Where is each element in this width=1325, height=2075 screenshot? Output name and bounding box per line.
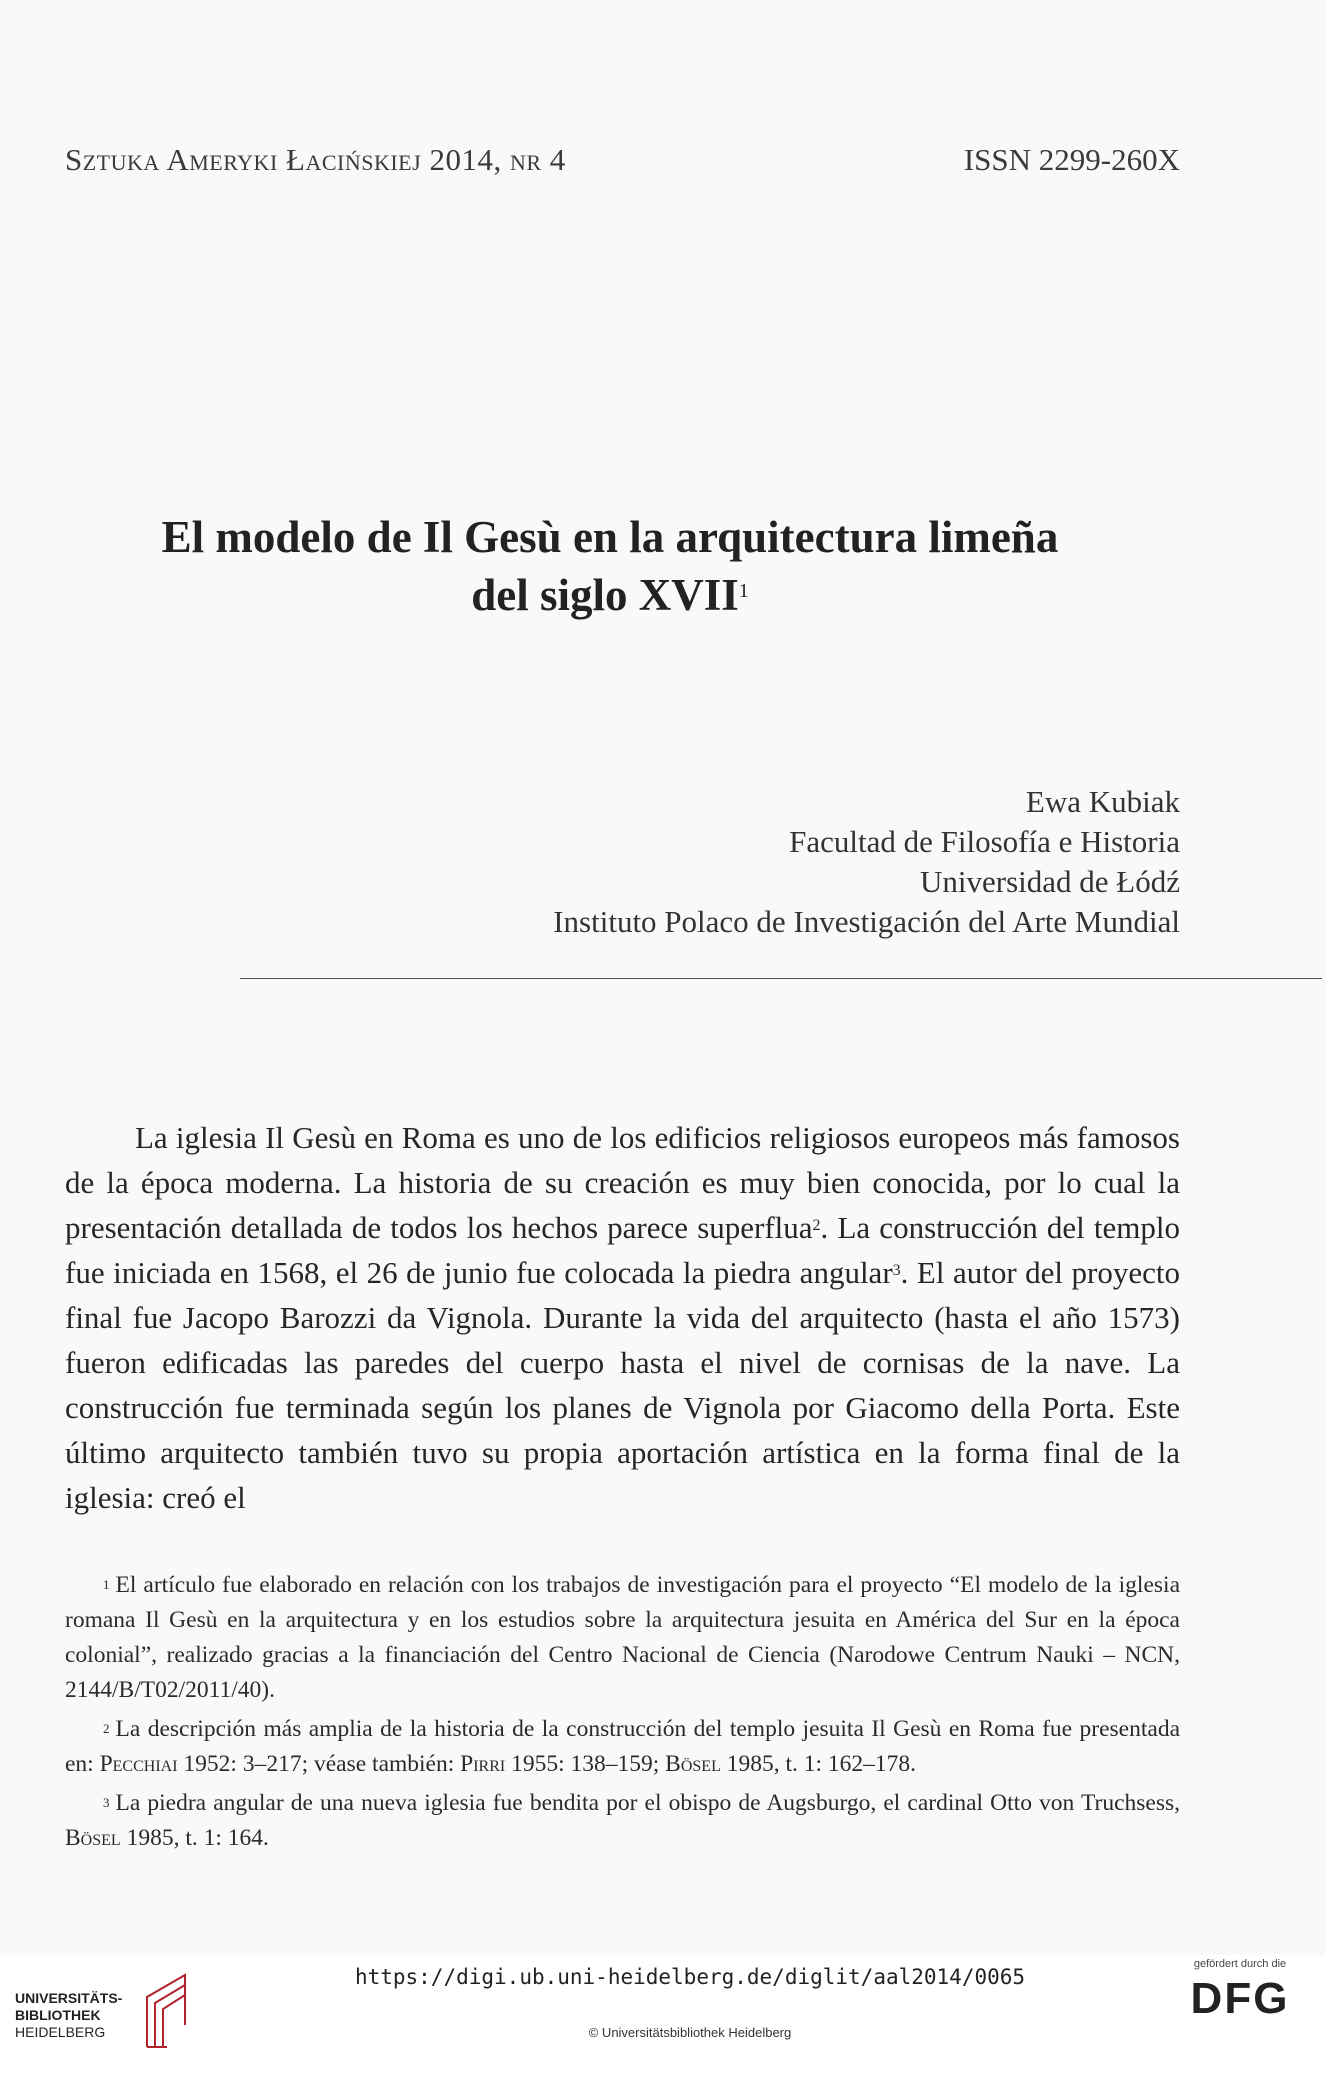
library-name — [15, 1990, 122, 2041]
footnote-2-author-pecchiai: Pecchiai — [99, 1751, 178, 1777]
library-name-line-2: BIBLIOTHEK — [15, 2007, 101, 2023]
library-name-line-3: HEIDELBERG — [15, 2024, 106, 2040]
footnote-3-text-b: 1985, t. 1: 164. — [120, 1825, 269, 1851]
copyright-notice: © Universitätsbibliothek Heidelberg — [588, 2025, 792, 2040]
author-affiliation-1: Facultad de Filosofía e Historia — [789, 824, 1180, 859]
footnote-2-text-d: 1985, t. 1: 162–178. — [720, 1751, 917, 1777]
library-emblem-icon — [137, 1967, 197, 2055]
footnote-3-text-a: La piedra angular de una nueva iglesia fue bendita por el obispo de Augsburgo, el cardinal Otto von Truchsess, — [115, 1790, 1180, 1816]
footnote-1-number: 1 — [103, 1577, 110, 1592]
library-name-line-1: UNIVERSITÄTS- — [15, 1990, 123, 2006]
footnote-2-author-pirri: Pirri — [460, 1751, 506, 1777]
journal-nr: 4 — [541, 142, 566, 177]
footnote-2-text-a: La descripción más amplia de la historia de la construcción del templo jesuita Il Gesù en Roma fue presentada en: — [65, 1716, 1180, 1777]
footnote-1 — [65, 1568, 1180, 1708]
header-divider — [240, 978, 1322, 979]
footnote-2-author-bosel: Bösel — [665, 1751, 721, 1777]
author-name: Ewa Kubiak — [1025, 784, 1180, 819]
footnote-3-number: 3 — [103, 1795, 110, 1810]
footnotes — [65, 1568, 1180, 1860]
footnote-1-text: El artículo fue elaborado en relación con los trabajos de investigación para el proyecto “El modelo de la iglesia romana Il Gesù en la arquitectura y en los estudios sobre la arquitectura jesuita en América del Sur en la época colonial”, realizado gracias a la financiación del Centro Nacional de Ciencia (Narodowe Centrum Nauki – NCN, 2144/B/T02/2011/40). — [65, 1572, 1180, 1703]
footnote-3-author-bosel: Bösel — [65, 1825, 121, 1851]
journal-year: 2014, — [421, 142, 510, 177]
running-header-journal — [65, 142, 566, 178]
title-line-2 — [60, 566, 1160, 624]
dfg-wordmark: DFG — [1190, 1974, 1290, 2023]
author-affiliation-3: Instituto Polaco de Investigación del Arte Mundial — [553, 904, 1180, 939]
heidelberg-library-logo[interactable] — [15, 1957, 215, 2057]
title-line-2-text: del siglo XVII — [471, 570, 739, 620]
journal-nr-label: nr — [509, 142, 542, 177]
journal-name: Sztuka Ameryki Łacińskiej — [65, 142, 422, 177]
body-text-part-2: . La construcción del templo fue iniciada en 1568, el 26 de junio fue colocada la piedra angular — [65, 1210, 1180, 1290]
article-title — [60, 508, 1160, 624]
author-affiliation-2: Universidad de Łódź — [920, 864, 1180, 899]
footnote-ref-2[interactable]: 2 — [812, 1217, 821, 1234]
permalink-url[interactable]: https://digi.ub.uni-heidelberg.de/diglit/aal2014/0065 — [354, 1965, 1026, 1989]
dfg-logo[interactable] — [1170, 1958, 1310, 2024]
footnote-3 — [65, 1786, 1180, 1856]
running-header-issn: ISSN 2299-260X — [963, 142, 1180, 177]
footnote-2-text-c: 1955: 138–159; — [505, 1751, 666, 1777]
dfg-funded-by: gefördert durch die — [1193, 1958, 1287, 1970]
footnote-ref-3[interactable]: 3 — [892, 1262, 901, 1279]
title-line-1: El modelo de Il Gesù en la arquitectura limeña — [161, 512, 1059, 562]
body-text-part-1: La iglesia Il Gesù en Roma es uno de los edificios religiosos europeos más famosos de la época moderna. La historia de su creación es muy bien conocida, por lo cual la presentación detallada de todos los hechos parece superflua — [65, 1120, 1180, 1245]
footnote-2 — [65, 1712, 1180, 1782]
body-paragraph — [65, 1115, 1180, 1520]
footnote-2-number: 2 — [103, 1721, 110, 1736]
body-text-part-3: . El autor del proyecto final fue Jacopo Barozzi da Vignola. Durante la vida del arquitecto (hasta el año 1573) fueron edificadas las paredes del cuerpo hasta el nivel de cornisas de la nave. La construcción fue terminada según los planes de Vignola por Giacomo della Porta. Este último arquitecto también tuvo su propia aportación artística en la forma final de la iglesia: creó el — [65, 1255, 1180, 1515]
footnote-2-text-b: 1952: 3–217; véase también: — [177, 1751, 461, 1777]
title-footnote-ref[interactable]: 1 — [738, 580, 749, 602]
author-block — [553, 782, 1180, 942]
